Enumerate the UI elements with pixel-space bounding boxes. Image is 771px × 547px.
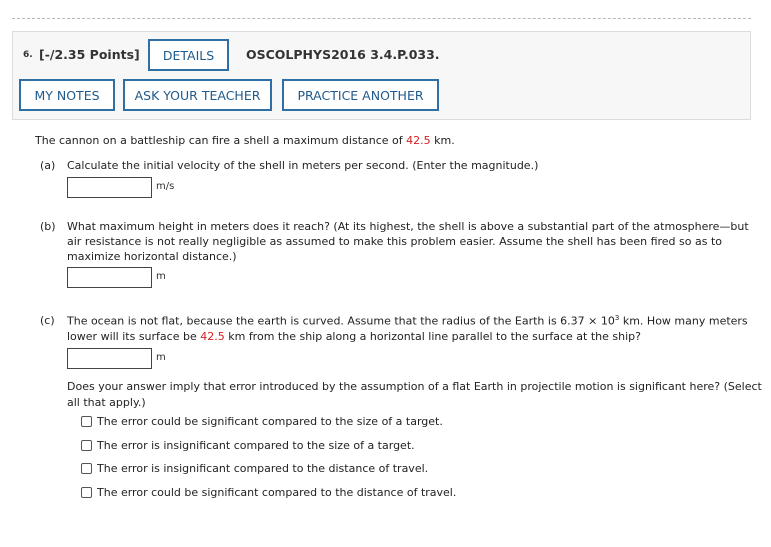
part-a-answer-input[interactable]	[67, 177, 152, 198]
ask-your-teacher-button[interactable]: ASK YOUR TEACHER	[123, 79, 272, 111]
option-2-label[interactable]: The error is insignificant compared to the size of a target.	[97, 439, 415, 452]
points-label: [-/2.35 Points]	[39, 47, 140, 62]
part-b-question-line-3: maximize horizontal distance.)	[67, 250, 237, 263]
part-c-question-line-2: lower will its surface be 42.5 km from the ship along a horizontal line parallel to the surface at the ship?	[67, 330, 641, 343]
part-b-question-line-2: air resistance is not really negligible as assumed to make this problem easier. Assume the shell has been fired so as to	[67, 235, 723, 248]
part-b-question-line-1: What maximum height in meters does it reach? (At its highest, the shell is above a substantial part of the atmosphere—but	[67, 220, 749, 233]
question-number: 6.	[23, 50, 33, 60]
part-c-unit: m	[151, 348, 166, 369]
option-3-checkbox[interactable]	[81, 463, 92, 474]
my-notes-button[interactable]: MY NOTES	[19, 79, 115, 111]
part-b-unit: m	[151, 267, 166, 288]
option-2-checkbox[interactable]	[81, 440, 92, 451]
option-3-label[interactable]: The error is insignificant compared to the distance of travel.	[97, 462, 429, 475]
part-a-label: (a)	[40, 159, 56, 172]
problem-code: OSCOLPHYS2016 3.4.P.033.	[246, 47, 440, 62]
part-c-label: (c)	[40, 314, 55, 327]
part-c-question-line-1: The ocean is not flat, because the earth is curved. Assume that the radius of the Earth is $6.37 \times 10^3$ km. How many meters	[67, 314, 748, 328]
practice-another-button[interactable]: PRACTICE ANOTHER	[282, 79, 439, 111]
part-b-answer-input[interactable]	[67, 267, 152, 288]
followup-question-line-1: Does your answer imply that error introduced by the assumption of a flat Earth in projectile motion is significant here? (Select	[67, 380, 762, 393]
followup-question-line-2: all that apply.)	[67, 396, 146, 409]
part-b-label: (b)	[40, 220, 56, 233]
option-1-checkbox[interactable]	[81, 416, 92, 427]
option-1-label[interactable]: The error could be significant compared to the size of a target.	[97, 415, 443, 428]
distance-value-2: 42.5	[200, 330, 225, 343]
option-4-label[interactable]: The error could be significant compared to the distance of travel.	[97, 486, 457, 499]
distance-value: 42.5	[406, 134, 431, 147]
exponent: 3	[614, 314, 620, 322]
part-a-unit: m/s	[151, 177, 174, 198]
details-button[interactable]: DETAILS	[148, 39, 229, 71]
part-c-answer-input[interactable]	[67, 348, 152, 369]
option-4-checkbox[interactable]	[81, 487, 92, 498]
intro-text: The cannon on a battleship can fire a shell a maximum distance of 42.5 km.	[35, 134, 455, 147]
part-a-question: Calculate the initial velocity of the shell in meters per second. (Enter the magnitude.)	[67, 159, 539, 172]
